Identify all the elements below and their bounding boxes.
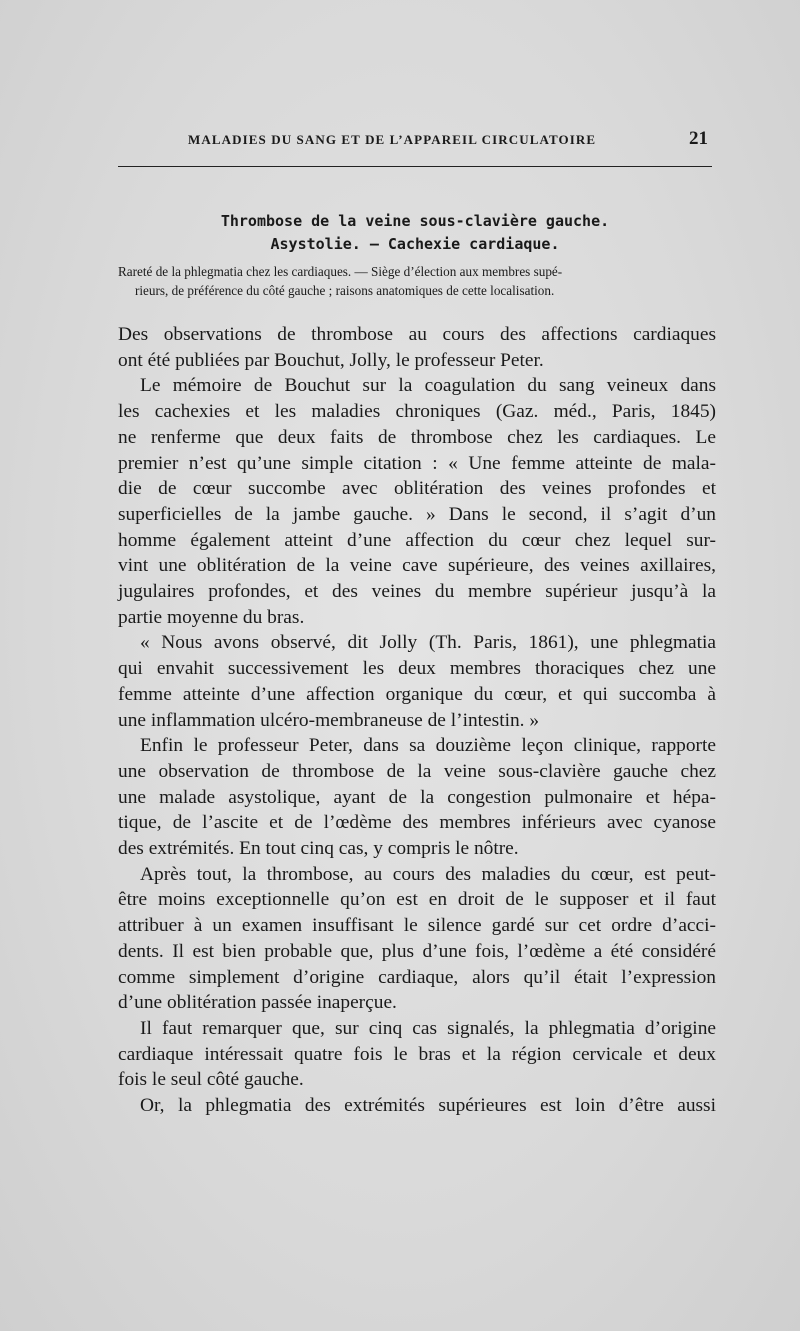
text-line: tique, de l’ascite et de l’œdème des membres inférieurs avec cyanose	[118, 812, 716, 834]
chapter-summary	[118, 262, 698, 300]
text-line: die de cœur succombe avec oblitération des veines profondes et	[118, 478, 716, 500]
text-line: des extrémités. En tout cinq cas, y compris le nôtre.	[118, 838, 519, 860]
text-line: fois le seul côté gauche.	[118, 1069, 304, 1091]
running-title: MALADIES DU SANG ET DE L’APPAREIL CIRCULATOIRE	[188, 132, 597, 147]
page-number: 21	[689, 128, 708, 149]
text-line: ne renferme que deux faits de thrombose chez les cardiaques. Le	[118, 426, 716, 448]
text-line: d’une oblitération passée inaperçue.	[118, 992, 397, 1014]
summary-line-1: Rareté de la phlegmatia chez les cardiaques. — Siège d’élection aux membres supé-	[118, 264, 563, 279]
text-line: Enfin le professeur Peter, dans sa douzième leçon clinique, rapporte	[140, 735, 716, 757]
text-line: les cachexies et les maladies chroniques (Gaz. méd., Paris, 1845)	[118, 401, 716, 423]
section-heading	[118, 210, 712, 256]
text-line: cardiaque intéressait quatre fois le bras et la région cervicale et deux	[118, 1043, 716, 1065]
heading-line-2: Asystolie. — Cachexie cardiaque.	[270, 235, 560, 253]
running-head	[118, 128, 712, 154]
text-line: partie moyenne du bras.	[118, 606, 305, 628]
text-line: attribuer à un examen insuffisant le silence gardé sur cet ordre d’acci-	[118, 915, 716, 937]
text-line: une malade asystolique, ayant de la congestion pulmonaire et hépa-	[118, 786, 716, 808]
text-line: qui envahit successivement les deux membres thoraciques chez une	[118, 658, 716, 680]
text-line: une inflammation ulcéro-membraneuse de l’intestin. »	[118, 709, 540, 731]
text-line: homme également atteint d’une affection du cœur chez lequel sur-	[118, 529, 716, 551]
text-line: comme simplement d’origine cardiaque, alors qu’il était l’expression	[118, 966, 716, 988]
text-line: femme atteinte d’une affection organique du cœur, et qui succomba à	[118, 683, 716, 705]
text-line: Après tout, la thrombose, au cours des maladies du cœur, est peut-	[140, 863, 716, 885]
header-rule	[118, 166, 712, 167]
text-line: premier n’est qu’une simple citation : « Une femme atteinte de mala-	[118, 452, 716, 474]
heading-line-1: Thrombose de la veine sous-clavière gauche.	[220, 212, 610, 230]
text-line: vint une oblitération de la veine cave supérieure, des veines axillaires,	[118, 555, 716, 577]
text-line: une observation de thrombose de la veine sous-clavière gauche chez	[118, 760, 716, 782]
text-line: Or, la phlegmatia des extrémités supérieures est loin d’être aussi	[140, 1095, 716, 1117]
text-line: ont été publiées par Bouchut, Jolly, le professeur Peter.	[118, 349, 544, 371]
summary-line-2: rieurs, de préférence du côté gauche ; raisons anatomiques de cette localisation.	[135, 283, 555, 298]
text-line: Le mémoire de Bouchut sur la coagulation du sang veineux dans	[140, 375, 716, 397]
body-text	[118, 322, 716, 1119]
text-line: Des observations de thrombose au cours des affections cardiaques	[118, 324, 716, 345]
text-line: dents. Il est bien probable que, plus d’une fois, l’œdème a été considéré	[118, 940, 716, 962]
text-line: jugulaires profondes, et des veines du membre supérieur jusqu’à la	[118, 581, 716, 603]
text-line: être moins exceptionnelle qu’on est en droit de le supposer et il faut	[118, 889, 716, 911]
text-line: « Nous avons observé, dit Jolly (Th. Paris, 1861), une phlegmatia	[140, 632, 716, 654]
text-line: Il faut remarquer que, sur cinq cas signalés, la phlegmatia d’origine	[140, 1017, 716, 1039]
text-line: superficielles de la jambe gauche. » Dans le second, il s’agit d’un	[118, 503, 716, 525]
